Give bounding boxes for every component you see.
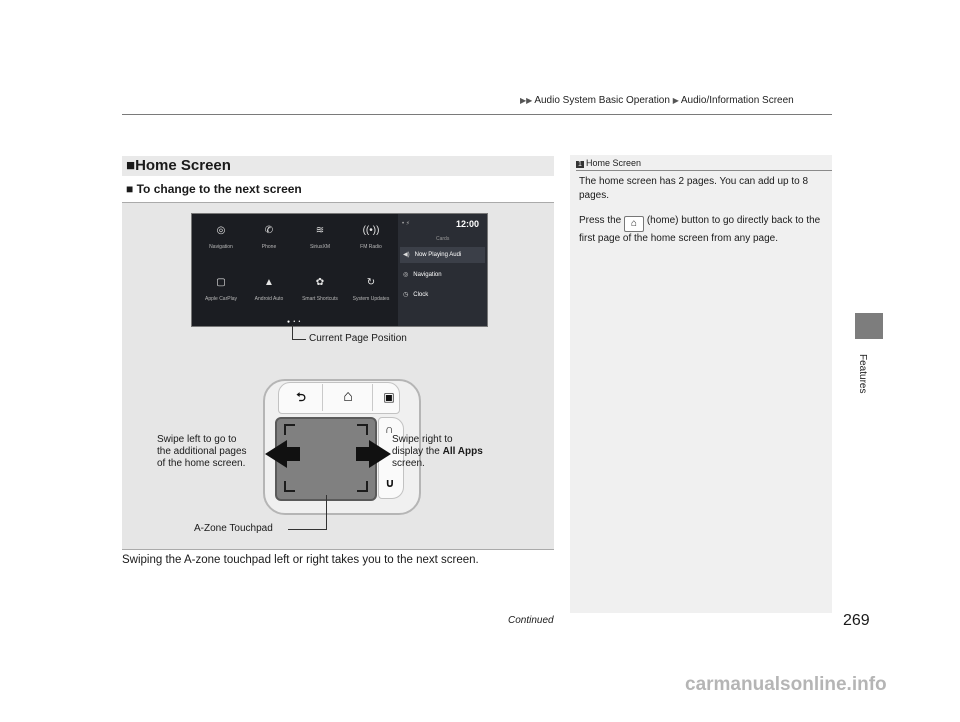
system-updates-icon: ↻ <box>366 277 376 288</box>
note-paragraph-1: The home screen has 2 pages. You can add up to 8 pages. <box>579 176 809 201</box>
navigation-icon: ◎ <box>403 272 409 278</box>
siriusxm-icon: ≋ <box>315 225 325 236</box>
cards-panel <box>398 214 487 326</box>
section-title: ■Home Screen <box>126 157 231 174</box>
cards-label: Cards <box>436 236 450 242</box>
arrow-right-shaft <box>356 447 370 461</box>
watermark-logo: carmanualsonline.info <box>685 674 887 695</box>
arrow-left-icon <box>265 440 287 468</box>
navigation-icon: ◎ <box>216 225 226 236</box>
arrow-left-shaft <box>286 447 300 461</box>
card-now-playing: ◀) Now Playing Audi <box>400 247 485 263</box>
home-screen-image <box>191 213 488 327</box>
note-divider <box>576 170 832 171</box>
clock-readout: 12:00 <box>456 219 480 229</box>
callout-leader <box>326 495 327 529</box>
tile-siriusxm: ≋ SiriusXM <box>295 220 345 264</box>
callout-swipe-right: Swipe right to display the All Apps screen. <box>392 434 483 469</box>
arrow-right-icon <box>369 440 391 468</box>
pad-corner-mark <box>284 481 295 492</box>
home-icon: ⌂ <box>624 216 644 232</box>
apple-carplay-icon: ▢ <box>216 277 226 288</box>
status-icons: • ⚡ <box>402 221 410 227</box>
subsection-title: ■ To change to the next screen <box>126 182 302 196</box>
fm-radio-icon: ((•)) <box>362 225 380 236</box>
chevron-up-icon[interactable]: ∩ <box>385 422 394 436</box>
page-indicator-dots: ● • • <box>287 319 302 325</box>
chapter-tab-marker <box>855 313 883 339</box>
breadcrumb-item-2[interactable]: Audio/Information Screen <box>680 95 794 106</box>
pad-corner-mark <box>357 481 368 492</box>
header-divider <box>122 114 832 115</box>
smart-shortcuts-icon: ✿ <box>315 277 325 288</box>
callout-leader <box>292 339 306 340</box>
breadcrumb-arrow-icon: ▶ <box>672 96 679 105</box>
section-marker-icon: ■ <box>126 157 136 174</box>
back-icon[interactable]: ⮌ <box>296 390 306 404</box>
chapter-tab-label: Features <box>857 354 868 394</box>
note-paragraph-2: Press the ⌂ (home) button to go directly back to the first page of the home screen from any page. <box>579 215 821 244</box>
breadcrumb-item-1[interactable]: Audio System Basic Operation <box>534 95 670 106</box>
card-navigation: ◎ Navigation <box>403 272 442 278</box>
note-heading: 1 Home Screen <box>576 158 641 168</box>
button-divider <box>322 384 323 411</box>
breadcrumb-arrow-icon: ▶▶ <box>520 96 533 105</box>
chevron-down-icon[interactable]: ∪ <box>385 476 395 490</box>
tile-fm-radio: ((•)) FM Radio <box>346 220 396 264</box>
breadcrumb <box>520 95 794 106</box>
page-number: 269 <box>843 612 870 629</box>
tile-apple-carplay: ▢ Apple CarPlay <box>196 272 246 316</box>
android-auto-icon: ▲ <box>264 277 274 288</box>
home-icon[interactable]: ⌂ <box>343 388 353 405</box>
tile-smart-shortcuts: ✿ Smart Shortcuts <box>295 272 345 316</box>
pad-corner-mark <box>284 424 295 435</box>
subsection-marker-icon: ■ <box>126 182 134 196</box>
clock-icon: ◷ <box>403 292 409 298</box>
callout-current-page: Current Page Position <box>309 333 407 344</box>
tile-system-updates: ↻ System Updates <box>346 272 396 316</box>
tile-android-auto: ▲ Android Auto <box>244 272 294 316</box>
callout-swipe-left: Swipe left to go to the additional pages of the home screen. <box>157 434 247 469</box>
callout-leader <box>288 529 327 530</box>
callout-leader <box>292 325 293 339</box>
body-paragraph: Swiping the A-zone touchpad left or right takes you to the next screen. <box>122 554 479 566</box>
pad-corner-mark <box>357 424 368 435</box>
tile-navigation: ◎ Navigation <box>196 220 246 264</box>
speaker-icon: ◀) <box>403 252 410 258</box>
tile-phone: ✆ Phone <box>244 220 294 264</box>
menu-icon[interactable]: ▣ <box>383 390 395 404</box>
note-badge: 1 <box>576 161 584 168</box>
phone-icon: ✆ <box>264 225 274 236</box>
callout-touchpad: A-Zone Touchpad <box>194 523 273 534</box>
continued-label: Continued <box>508 615 554 626</box>
card-clock: ◷ Clock <box>403 292 429 298</box>
